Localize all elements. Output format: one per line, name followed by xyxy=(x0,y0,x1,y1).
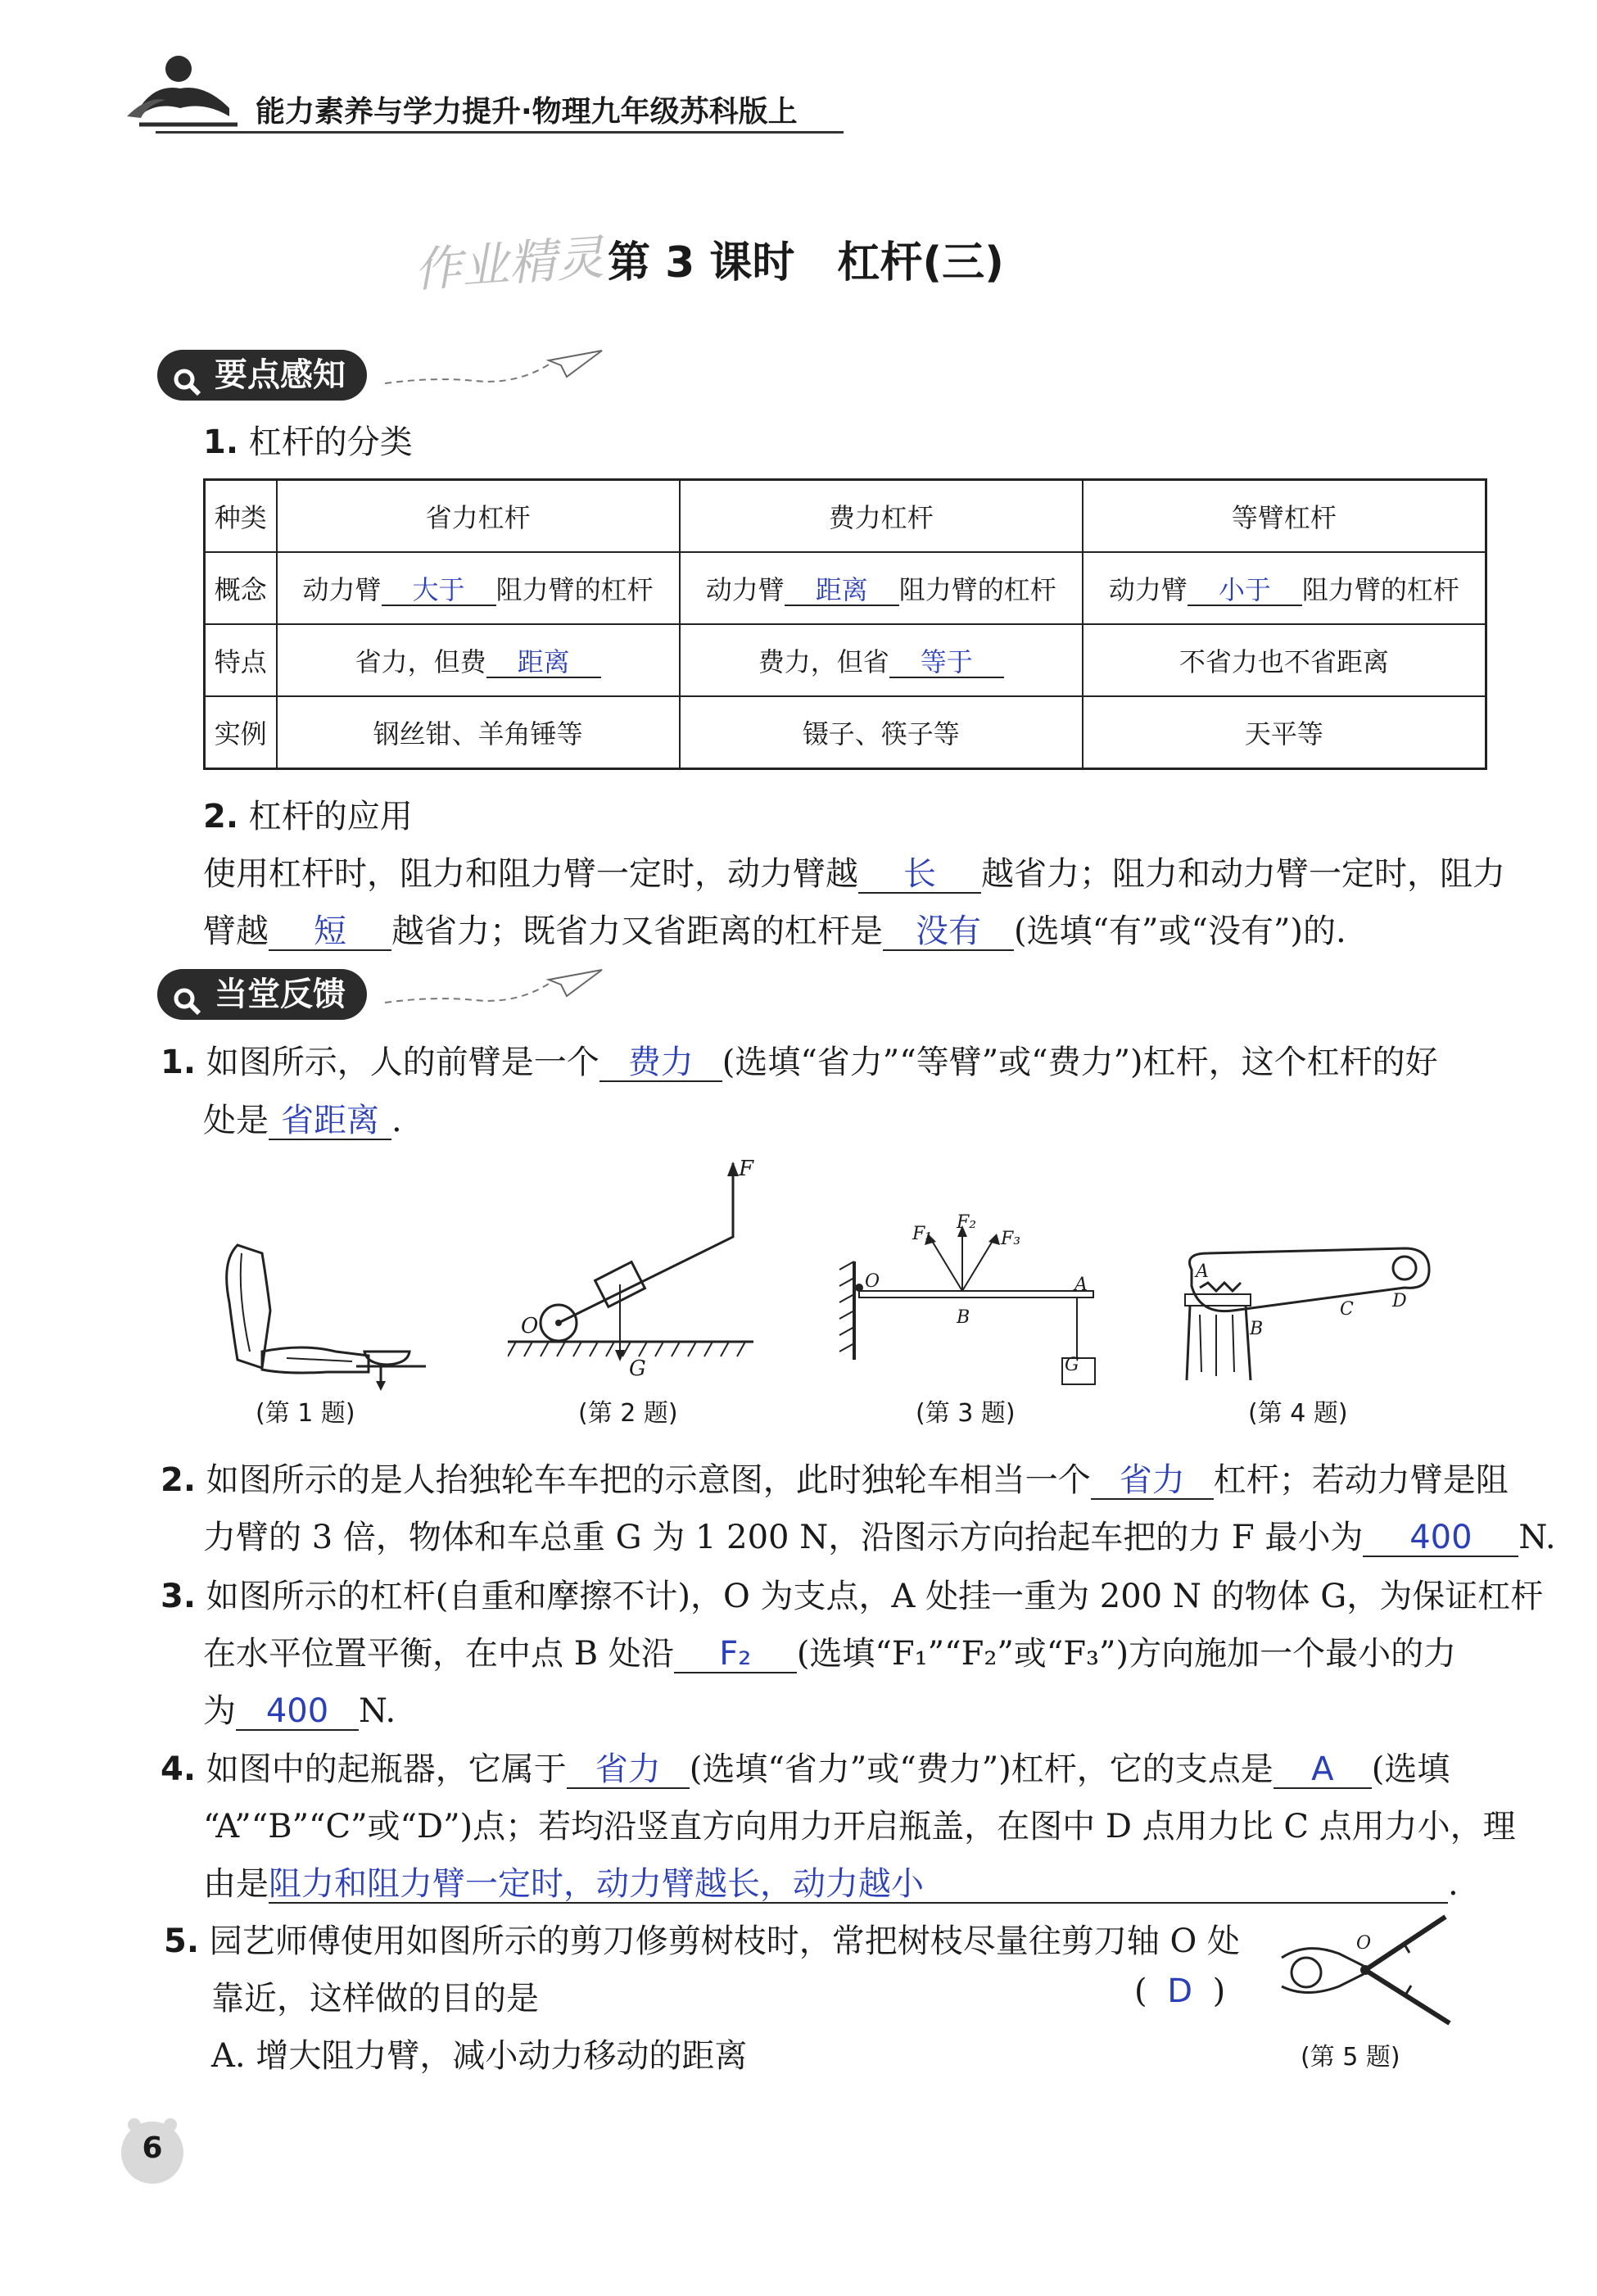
table-row-head: 实例 xyxy=(205,696,277,769)
figure-label: G xyxy=(1065,1355,1079,1375)
table-row xyxy=(205,624,1486,696)
table-row xyxy=(205,696,1486,769)
answer-blank[interactable]: 省力 xyxy=(567,1751,690,1789)
figure-label: F₁ xyxy=(912,1224,933,1244)
figure-label: O xyxy=(521,1314,539,1338)
table-cell: 镊子、筷子等 xyxy=(680,696,1083,769)
figure-label: A xyxy=(1074,1275,1088,1295)
figure-caption: (第 4 题) xyxy=(1248,1399,1348,1428)
answer-blank[interactable]: 大于 xyxy=(382,576,496,606)
search-icon xyxy=(172,980,201,1009)
answer-blank[interactable]: 距离 xyxy=(785,576,899,606)
header-rule xyxy=(156,131,844,134)
page-number: 6 xyxy=(142,2131,163,2165)
table-col-head: 省力杠杆 xyxy=(277,480,680,553)
table-cell: 动力臂 大于 阻力臂的杠杆 xyxy=(277,552,680,624)
table-cell: 天平等 xyxy=(1083,696,1486,769)
figure-label: O xyxy=(1356,1933,1372,1954)
reader-icon xyxy=(123,51,246,141)
figure-label: G xyxy=(629,1356,646,1381)
answer-blank[interactable]: 省距离 xyxy=(269,1103,391,1140)
s2-q4-line1: 4. 如图中的起瓶器，它属于 省力 (选填“省力”或“费力”)杠杆，它的支点是 A (选填 xyxy=(161,1750,1450,1788)
table-row-head: 种类 xyxy=(205,480,277,553)
s1-q2-title: 2. 杠杆的应用 xyxy=(203,798,413,836)
s2-q2-line1: 2. 如图所示的是人抬独轮车车把的示意图，此时独轮车相当一个 省力 杠杆；若动力臂是阻 xyxy=(161,1461,1509,1499)
table-row-head: 概念 xyxy=(205,552,277,624)
answer-blank[interactable]: 阻力和阻力臂一定时，动力臂越长，动力越小 xyxy=(269,1866,1448,1904)
answer-blank[interactable]: 短 xyxy=(269,913,391,951)
answer-blank[interactable]: 没有 xyxy=(883,913,1014,951)
figure-1-forearm xyxy=(205,1229,434,1393)
watermark: 作业精灵 xyxy=(412,229,606,298)
table-row xyxy=(205,480,1486,553)
section-tag-feedback: 当堂反馈 xyxy=(157,969,367,1020)
answer-blank[interactable]: F₂ xyxy=(674,1636,797,1673)
figure-label: A xyxy=(1196,1261,1209,1282)
s2-q3-line3: 为 400 N. xyxy=(203,1692,396,1730)
lesson-title: 第 3 课时 杠杆(三) xyxy=(608,238,1004,288)
answer-blank[interactable]: 400 xyxy=(1363,1519,1518,1557)
page-number-badge xyxy=(121,2122,183,2184)
figure-caption: (第 5 题) xyxy=(1301,2043,1400,2072)
table-cell: 动力臂 小于 阻力臂的杠杆 xyxy=(1083,552,1486,624)
figure-3-lever xyxy=(831,1212,1126,1393)
s2-q5-answer-bracket[interactable]: ( D ) xyxy=(1134,1972,1226,2010)
s1-q1: 1. 杠杆的分类 xyxy=(203,423,413,461)
s2-q5-line1: 5. 园艺师傅使用如图所示的剪刀修剪树枝时，常把树枝尽量往剪刀轴 O 处 xyxy=(164,1922,1240,1960)
figure-caption: (第 1 题) xyxy=(256,1399,355,1428)
figure-label: F₂ xyxy=(957,1212,977,1233)
answer-blank[interactable]: A xyxy=(1274,1751,1372,1789)
answer-blank[interactable]: 等于 xyxy=(889,648,1004,678)
table-row-head: 特点 xyxy=(205,624,277,696)
figure-caption: (第 3 题) xyxy=(916,1399,1016,1428)
answer-blank[interactable]: 400 xyxy=(236,1693,359,1731)
alarm-clock-icon xyxy=(121,2115,183,2131)
s2-q5-option-a: A. 增大阻力臂，减小动力移动的距离 xyxy=(211,2037,748,2075)
figure-5-shears xyxy=(1274,1909,1462,2031)
s2-q3-line2: 在水平位置平衡，在中点 B 处沿 F₂ (选填“F₁”“F₂”或“F₃”)方向施加一个最小的力 xyxy=(203,1635,1457,1673)
figure-label: B xyxy=(1250,1319,1264,1339)
table-col-head: 等臂杠杆 xyxy=(1083,480,1486,553)
answer-blank[interactable]: 省力 xyxy=(1091,1462,1214,1500)
table-cell: 费力，但省 等于 xyxy=(680,624,1083,696)
s1-q2-line1: 使用杠杆时，阻力和阻力臂一定时，动力臂越 长 越省力；阻力和动力臂一定时，阻力 xyxy=(203,855,1505,893)
table-cell: 钢丝钳、羊角锤等 xyxy=(277,696,680,769)
figure-caption: (第 2 题) xyxy=(578,1399,678,1428)
table-cell: 省力，但费 距离 xyxy=(277,624,680,696)
answer-blank[interactable]: 小于 xyxy=(1188,576,1302,606)
s2-q4-line3: 由是阻力和阻力臂一定时，动力臂越长，动力越小 . xyxy=(203,1865,1459,1903)
s1-q2-line2: 臂越 短 越省力；既省力又省距离的杠杆是 没有 (选填“有”或“没有”)的. xyxy=(203,913,1346,950)
figure-4-bottle-opener xyxy=(1167,1237,1437,1393)
answer-blank[interactable]: 长 xyxy=(858,856,981,894)
answer-blank[interactable]: 费力 xyxy=(599,1044,722,1082)
section-tag-key-points: 要点感知 xyxy=(157,350,367,401)
header-title: 能力素养与学力提升·物理九年级苏科版上 xyxy=(256,95,798,129)
figure-label: D xyxy=(1392,1291,1407,1311)
figure-label: B xyxy=(957,1307,970,1328)
table-row xyxy=(205,552,1486,624)
table-cell: 不省力也不省距离 xyxy=(1083,624,1486,696)
table-col-head: 费力杠杆 xyxy=(680,480,1083,553)
table-cell: 动力臂 距离 阻力臂的杠杆 xyxy=(680,552,1083,624)
answer-blank[interactable]: 距离 xyxy=(486,648,601,678)
paper-plane-icon xyxy=(385,963,606,1016)
answer-choice: D xyxy=(1167,1972,1193,2010)
header-logo xyxy=(123,51,246,141)
s2-q2-line2: 力臂的 3 倍，物体和车总重 G 为 1 200 N，沿图示方向抬起车把的力 F 最小为 400 N. xyxy=(203,1519,1556,1556)
s2-q3-line1: 3. 如图所示的杠杆(自重和摩擦不计)，O 为支点，A 处挂一重为 200 N 的物体 G，为保证杠杆 xyxy=(161,1578,1544,1615)
s2-q4-line2: “A”“B”“C”或“D”)点；若均沿竖直方向用力开启瓶盖，在图中 D 点用力比 C 点用力小，理 xyxy=(203,1808,1516,1845)
figure-label: F xyxy=(739,1157,754,1181)
paper-plane-icon xyxy=(385,344,606,396)
figure-label: O xyxy=(865,1271,880,1292)
figure-label: F₃ xyxy=(1001,1229,1021,1249)
search-icon xyxy=(172,360,201,390)
lever-classification-table xyxy=(203,478,1487,770)
s2-q1-line2: 处是 省距离 . xyxy=(203,1102,402,1139)
figure-label: C xyxy=(1340,1299,1354,1320)
s2-q5-line2: 靠近，这样做的目的是 xyxy=(211,1980,539,2017)
s2-q1-line1: 1. 如图所示，人的前臂是一个 费力 (选填“省力”“等臂”或“费力”)杠杆，这个杠杆的好 xyxy=(161,1044,1438,1081)
